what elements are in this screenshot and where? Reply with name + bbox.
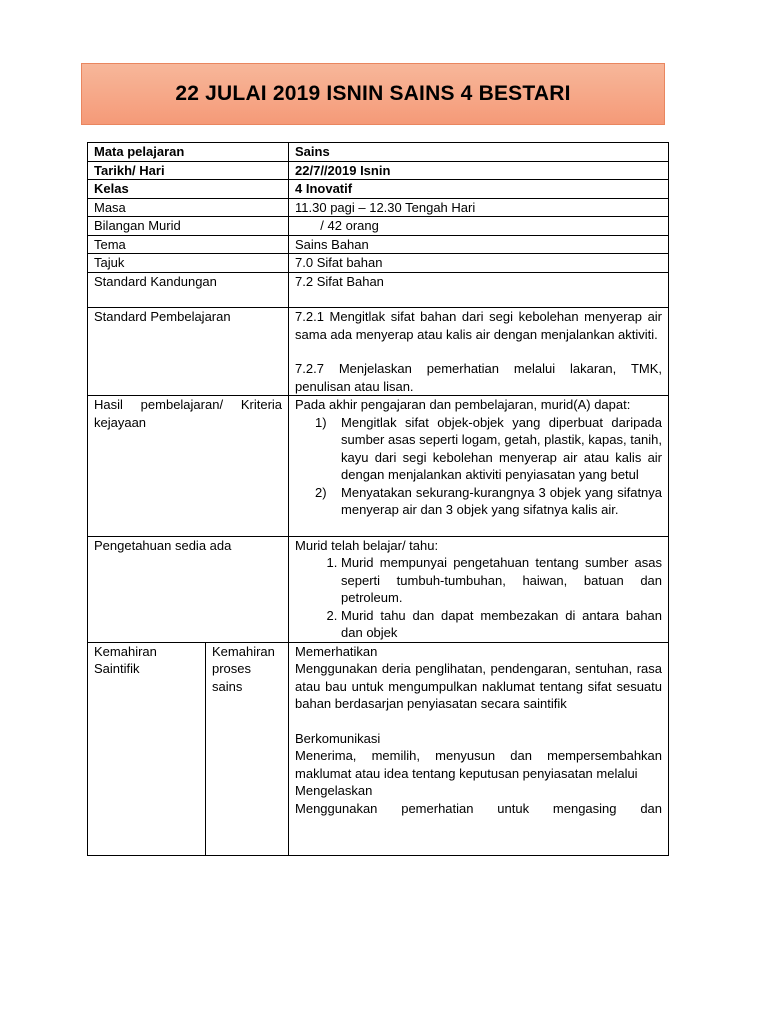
row-value: 22/7//2019 Isnin — [289, 161, 669, 180]
learning-standard-item: 7.2.7 Menjelaskan pemerhatian melalui lakaran, TMK, penulisan atau lisan. — [295, 361, 663, 394]
row-value: 7.2 Sifat Bahan — [289, 272, 669, 308]
table-row — [88, 143, 669, 162]
table-row — [88, 642, 669, 855]
table-row — [88, 198, 669, 217]
row-label: Tarikh/ Hari — [88, 161, 289, 180]
row-label: Kelas — [88, 180, 289, 199]
skill-text: Menerima, memilih, menyusun dan mempersembahkan maklumat atau idea tentang keputusan penyiasatan melalui — [295, 748, 663, 781]
row-label: Kemahiran Saintifik — [88, 642, 206, 855]
row-value: 11.30 pagi – 12.30 Tengah Hari — [289, 198, 669, 217]
row-label: Mata pelajaran — [88, 143, 289, 162]
learning-standard-item: 7.2.1 Mengitlak sifat bahan dari segi kebolehan menyerap air sama ada menyerap atau kalis air dengan menjalankan aktiviti. — [295, 309, 663, 342]
table-row — [88, 396, 669, 537]
skill-text: Menggunakan pemerhatian untuk mengasing dan — [295, 800, 663, 816]
row-value — [289, 396, 669, 537]
list-item: 2. Murid tahu dan dapat membezakan di antara bahan dan objek — [341, 607, 662, 642]
skill-heading: Memerhatikan — [295, 643, 378, 659]
row-value: 7.0 Sifat bahan — [289, 254, 669, 273]
row-label: Standard Kandungan — [88, 272, 289, 308]
row-label: Hasil pembelajaran/ Kriteria kejayaan — [88, 396, 289, 537]
title-banner — [81, 63, 665, 125]
row-value — [289, 536, 669, 642]
outcomes-intro: Pada akhir pengajaran dan pembelajaran, murid(A) dapat: — [295, 397, 631, 412]
row-value: Sains — [289, 143, 669, 162]
list-item: 1. Murid mempunyai pengetahuan tentang sumber asas seperti tumbuh-tumbuhan, haiwan, batuan dan petroleum. — [341, 554, 662, 607]
table-row — [88, 308, 669, 396]
row-label: Masa — [88, 198, 289, 217]
skill-heading: Mengelaskan — [295, 783, 373, 798]
row-label: Tajuk — [88, 254, 289, 273]
table-row — [88, 235, 669, 254]
prior-intro: Murid telah belajar/ tahu: — [295, 537, 439, 553]
skill-text: Menggunakan deria penglihatan, pendengaran, sentuhan, rasa atau bau untuk mengumpulkan naklumat tentang sifat sesuatu bahan berdasarjan penyiasatan secara saintifik — [295, 661, 663, 711]
row-value — [289, 642, 669, 855]
row-value: Sains Bahan — [289, 235, 669, 254]
row-label: Bilangan Murid — [88, 217, 289, 236]
row-label: Pengetahuan sedia ada — [88, 536, 289, 642]
row-value: / 42 orang — [289, 217, 669, 236]
list-item: 1) Mengitlak sifat objek-objek yang diperbuat daripada sumber asas seperti logam, getah, plastik, kapas, tanih, kayu dari segi kebolehan menyerap air atau kalis air dengan menjalankan aktiviti penyiasatan yang betul — [315, 414, 663, 482]
row-value: 4 Inovatif — [289, 180, 669, 199]
row-label: Tema — [88, 235, 289, 254]
skill-heading: Berkomunikasi — [295, 730, 381, 746]
table-row — [88, 272, 669, 308]
lesson-plan-table — [87, 142, 669, 856]
row-label: Standard Pembelajaran — [88, 308, 289, 396]
table-row — [88, 254, 669, 273]
list-item: 2) Menyatakan sekurang-kurangnya 3 objek yang sifatnya menyerap air dan 3 objek yang sifatnya kalis air. — [315, 484, 663, 517]
table-row — [88, 217, 669, 236]
table-row — [88, 536, 669, 642]
table-row — [88, 161, 669, 180]
page-title: 22 JULAI 2019 ISNIN SAINS 4 BESTARI — [175, 82, 571, 105]
row-value — [289, 308, 669, 396]
row-sublabel: Kemahiran proses sains — [206, 642, 289, 855]
table-row — [88, 180, 669, 199]
